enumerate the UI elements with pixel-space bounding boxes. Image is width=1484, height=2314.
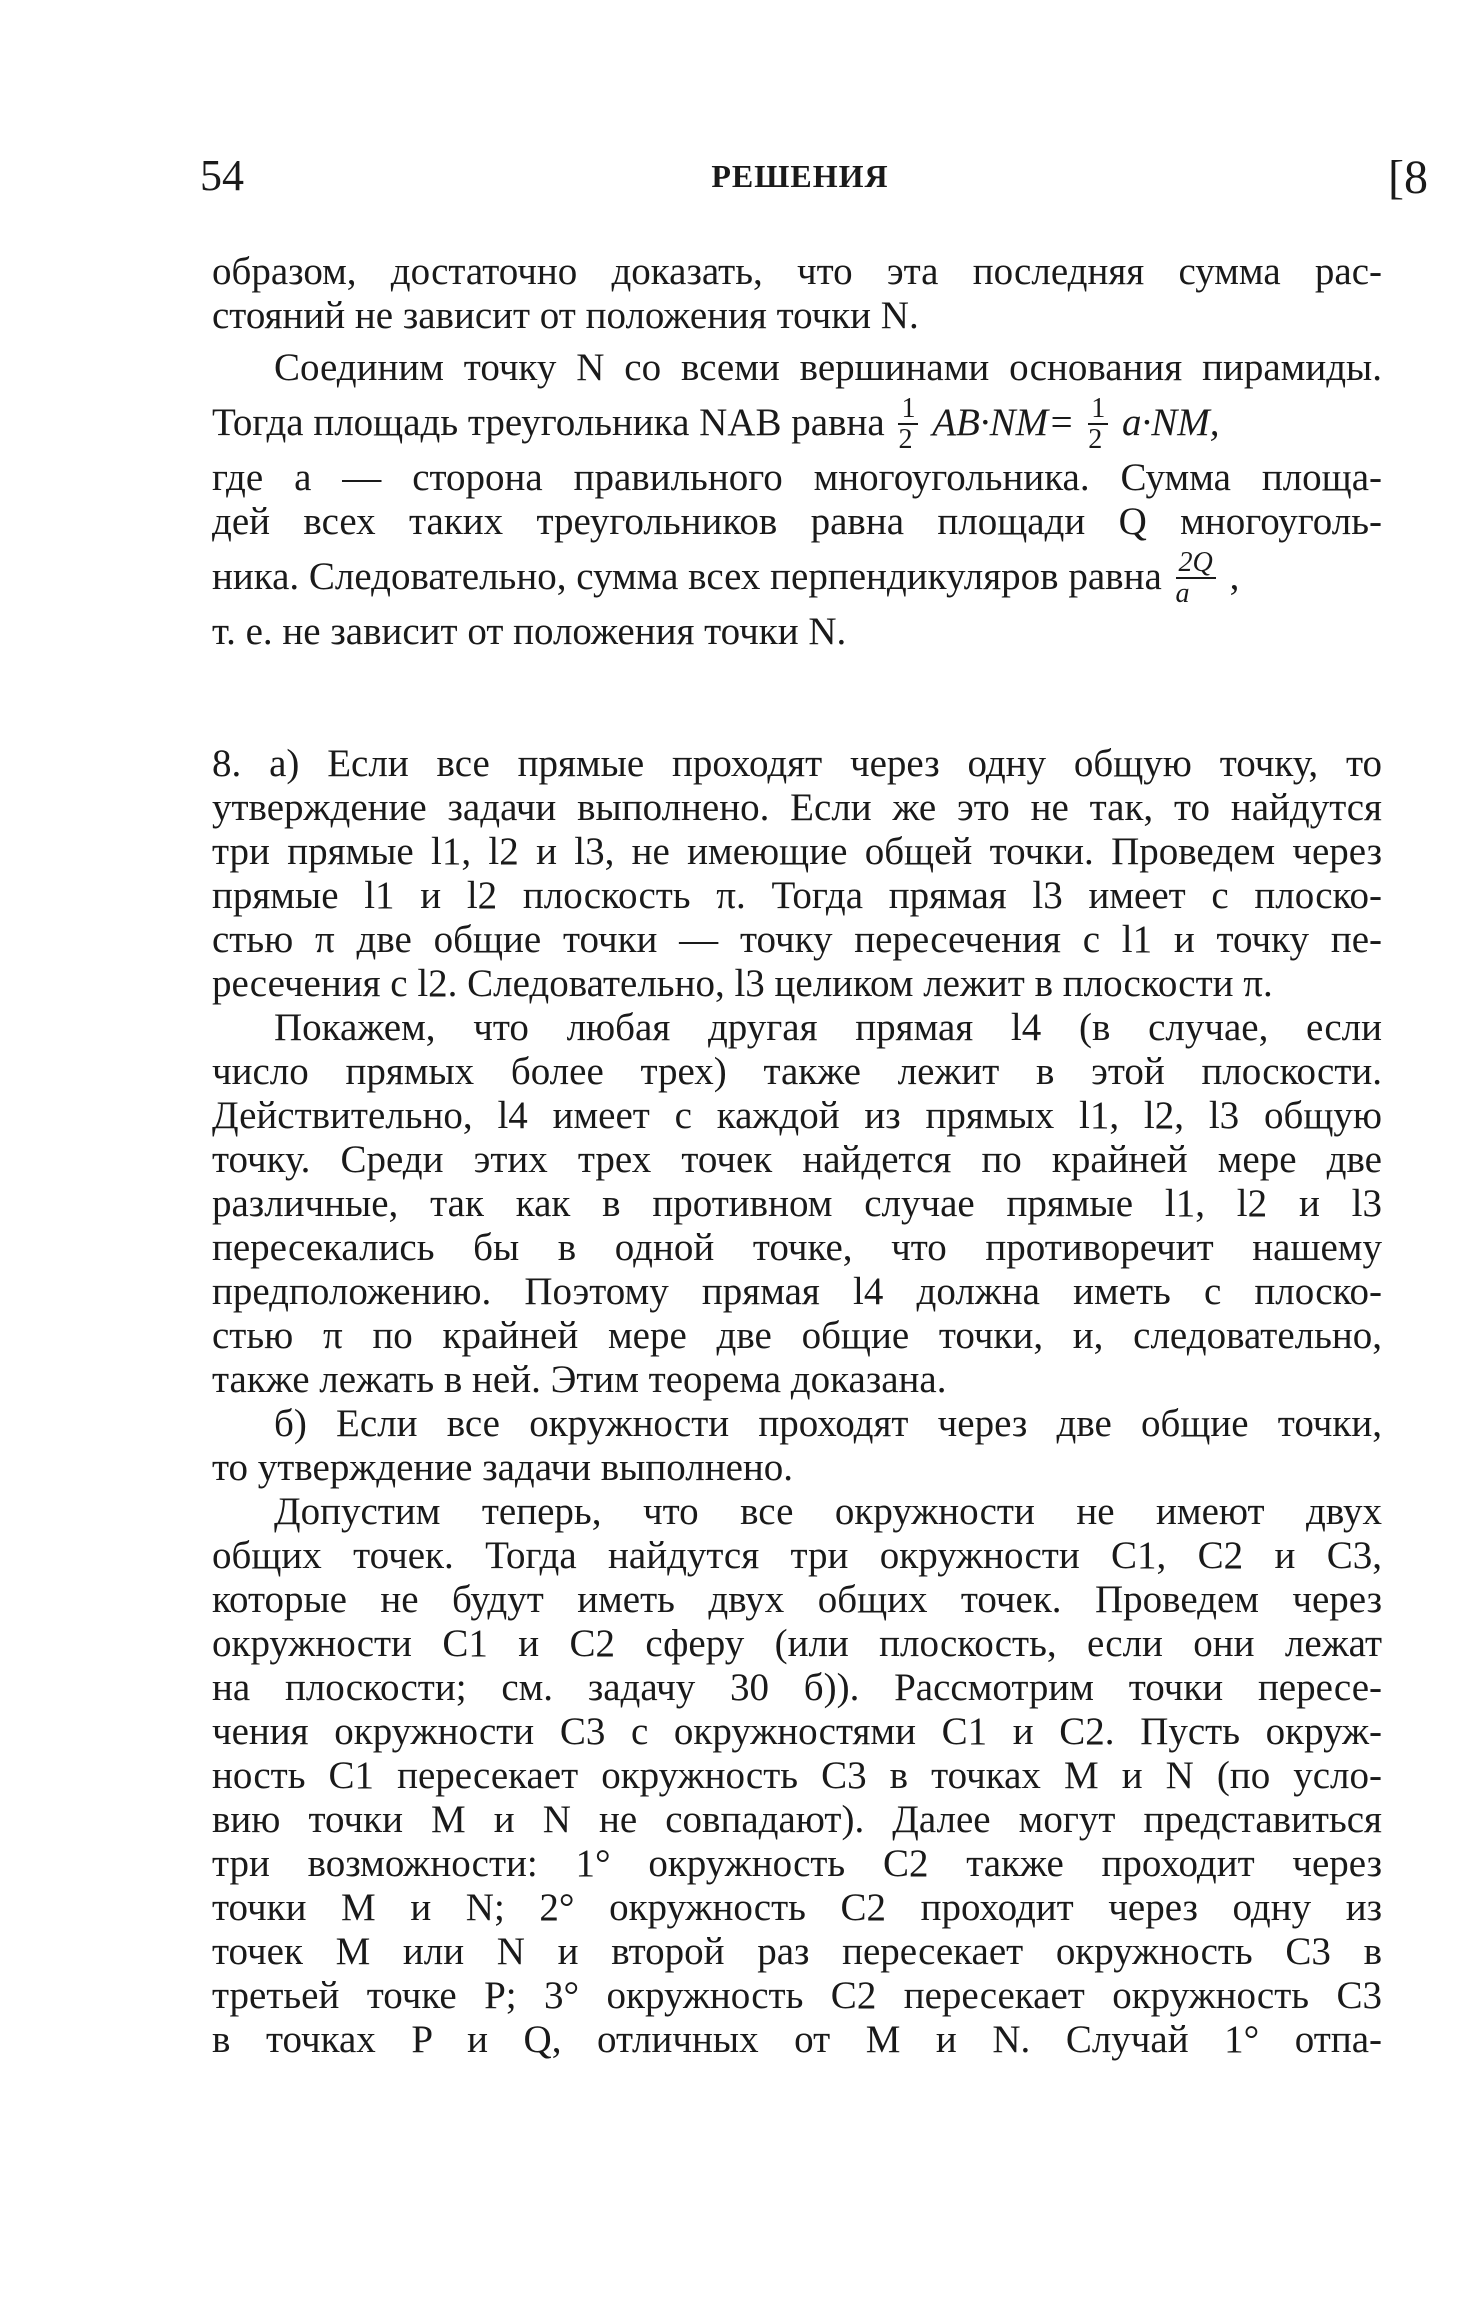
text-line: образом, достаточно доказать, что эта последняя сумма рас- [212,250,1382,293]
text-line: Действительно, l4 имеет с каждой из прямых l1, l2, l3 общую [212,1094,1382,1137]
text-line: предположению. Поэтому прямая l4 должна иметь с плоско- [212,1270,1382,1313]
text-line: Покажем, что любая другая прямая l4 (в случае, если [274,1006,1382,1049]
text-line: на плоскости; см. задачу 30 б)). Рассмотрим точки пересе- [212,1666,1382,1709]
text-line: которые не будут иметь двух общих точек. Проведем через [212,1578,1382,1621]
text-line: три прямые l1, l2 и l3, не имеющие общей точки. Проведем через [212,830,1382,873]
text-fragment: , [1229,555,1240,598]
text-line: т. е. не зависит от положения точки N. [212,610,847,653]
text-line: ность C1 пересекает окружность C3 в точках M и N (по усло- [212,1754,1382,1797]
text-line: окружности C1 и C2 сферу (или плоскость, если они лежат [212,1622,1382,1665]
paragraph-intro [212,250,1382,338]
text-line: точки M и N; 2° окружность C2 проходит через одну из [212,1886,1382,1929]
fraction-2q-over-a [1176,548,1216,609]
section-marker: [8 [1388,151,1428,204]
text-line: б) Если все окружности проходят через две общие точки, [274,1402,1382,1445]
text-line-with-fraction [212,390,1382,456]
formula-fragment: AB·NM= [932,401,1075,444]
formula-fragment: a·NM, [1122,401,1220,444]
text-line: пересекались бы в одной точке, что противоречит нашему [212,1226,1382,1269]
paragraph-circles-argument [212,1490,1382,2062]
fraction-denominator: 2 [1088,424,1103,456]
fraction-numerator: 2Q [1176,548,1216,579]
text-line: в точках P и Q, отличных от M и N. Случай 1° отпа- [212,2018,1382,2061]
text-line: точек M или N и второй раз пересекает окружность C3 в [212,1930,1382,1973]
text-fragment: Тогда площадь треугольника NAB равна [212,401,885,444]
text-line: утверждение задачи выполнено. Если же это не так, то найдутся [212,786,1382,829]
text-line: общих точек. Тогда найдутся три окружности C1, C2 и C3, [212,1534,1382,1577]
text-line: число прямых более трех) также лежит в этой плоскости. [212,1050,1382,1093]
text-line: стью π две общие точки — точку пересечения с l1 и точку пе- [212,918,1382,961]
text-line: три возможности: 1° окружность C2 также проходит через [212,1842,1382,1885]
paragraph-problem-8b [212,1402,1382,1490]
text-line: точку. Среди этих трех точек найдется по крайней мере две [212,1138,1382,1181]
text-line: стью π по крайней мере две общие точки, и, следовательно, [212,1314,1382,1357]
text-line: также лежать в ней. Этим теорема доказана. [212,1358,947,1401]
paragraph-problem-8a [212,742,1382,1006]
fraction-numerator: 1 [898,394,918,425]
page-number: 54 [200,151,244,200]
running-title: РЕШЕНИЯ [711,158,889,194]
text-line: Допустим теперь, что все окружности не имеют двух [274,1490,1382,1533]
text-line: прямые l1 и l2 плоскость π. Тогда прямая l3 имеет с плоско- [212,874,1382,917]
text-line: где a — сторона правильного многоугольника. Сумма площа- [212,456,1382,499]
text-line: то утверждение задачи выполнено. [212,1446,794,1489]
running-header [200,150,1428,210]
fraction-denominator: a [1175,578,1190,610]
paragraph-proof-continued [212,1006,1382,1402]
text-line: чения окружности C3 с окружностями C1 и C2. Пусть окруж- [212,1710,1382,1753]
fraction-one-half-second [1088,394,1108,455]
text-line: 8. а) Если все прямые проходят через одну общую точку, то [212,742,1382,785]
text-line-with-fraction [212,544,1382,610]
text-line: дей всех таких треугольников равна площади Q многоуголь- [212,500,1382,543]
text-line: различные, так как в противном случае прямые l1, l2 и l3 [212,1182,1382,1225]
paragraph-area-argument [212,346,1382,654]
fraction-one-half [898,394,918,455]
text-line: стояний не зависит от положения точки N. [212,294,919,337]
text-line: ресечения с l2. Следовательно, l3 целиком лежит в плоскости π. [212,962,1273,1005]
text-line: Соединим точку N со всеми вершинами основания пирамиды. [274,346,1382,389]
text-fragment: ника. Следовательно, сумма всех перпендикуляров равна [212,555,1162,598]
text-line: третьей точке P; 3° окружность C2 пересекает окружность C3 [212,1974,1382,2017]
fraction-denominator: 2 [898,424,913,456]
fraction-numerator: 1 [1088,394,1108,425]
text-line: вию точки M и N не совпадают). Далее могут представиться [212,1798,1382,1841]
